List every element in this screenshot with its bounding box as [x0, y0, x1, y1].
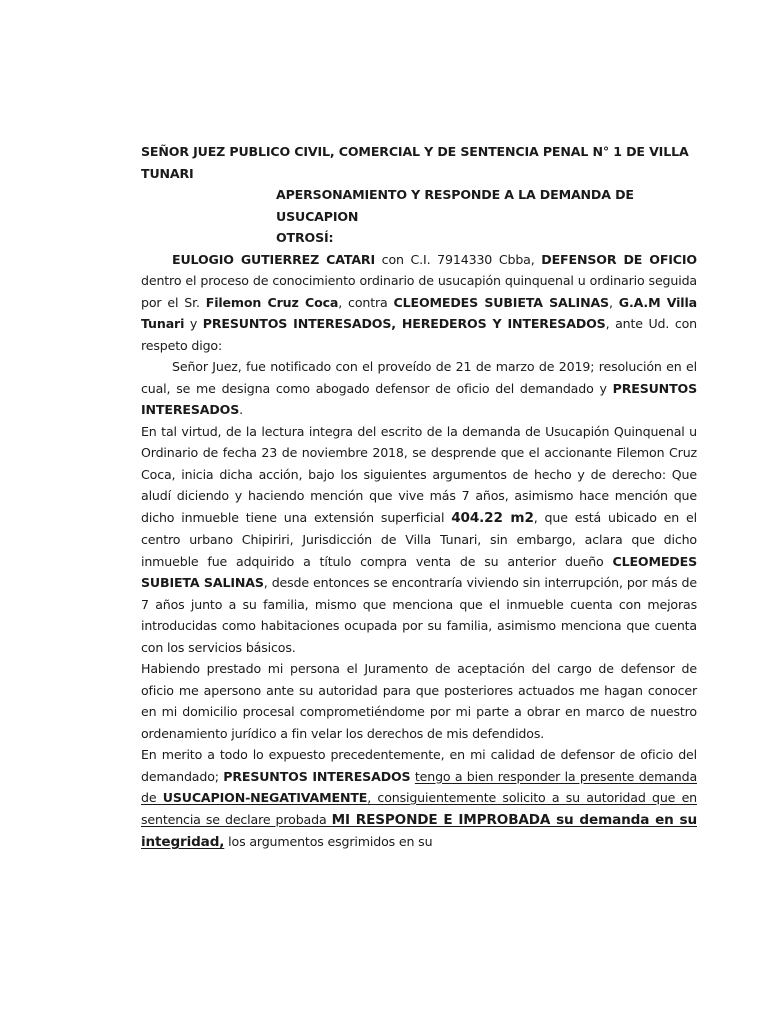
summary-text-2: , que está ubicado en el centro urbano Chipiriri, Jurisdicción de Villa Tunari, sin embargo, aclara que dicho inmueble fue adquirido a título compra venta de su anterior dueño — [141, 509, 697, 569]
defendant-1: CLEOMEDES SUBIETA SALINAS — [393, 294, 609, 310]
negative-response: USUCAPION-NEGATIVAMENTE — [162, 790, 368, 805]
defendant-3: PRESUNTOS INTERESADOS, HEREDEROS Y INTERESADOS — [202, 316, 606, 331]
otrosi-label: OTROSÍ: — [276, 230, 334, 245]
paragraph-response — [141, 744, 697, 854]
paragraph-demand-summary — [141, 421, 697, 659]
paragraph-oath: Habiendo prestado mi persona el Juramento de aceptación del cargo de defensor de oficio me apersono ante su autoridad para que posteriores actuados me hagan conocer en mi domicilio procesal comprometiéndome por mi parte a obrar en marco de nuestro ordenamiento jurídico a fin velar los derechos de mis defendidos. — [141, 661, 697, 741]
interested-parties-2: PRESUNTOS INTERESADOS — [223, 768, 411, 784]
paragraph-notification — [141, 356, 697, 421]
request-improbada: MI RESPONDE E IMPROBADA su demanda en su integridad, — [141, 811, 697, 850]
and-text: y — [184, 316, 203, 331]
response-text-1: En merito a todo lo expuesto precedentemente, en mi calidad de defensor de oficio del demandado; — [141, 747, 697, 784]
paragraph-apersonamiento — [141, 249, 697, 357]
previous-owner: CLEOMEDES SUBIETA SALINAS — [141, 553, 697, 590]
subject-line-1: APERSONAMIENTO Y RESPONDE A LA DEMANDA DE — [276, 187, 634, 202]
attorney-role: DEFENSOR DE OFICIO — [541, 251, 697, 267]
response-text-3: los argumentos esgrimidos en su — [224, 834, 433, 849]
court-heading: SEÑOR JUEZ PUBLICO CIVIL, COMERCIAL Y DE SENTENCIA PENAL N° 1 DE VILLA TUNARI — [141, 144, 689, 181]
document-body — [141, 141, 697, 854]
plaintiff-name: Filemon Cruz Coca — [205, 294, 339, 310]
notification-text: Señor Juez, fue notificado con el proveído de 21 de marzo de 2019; resolución en el cual, se me designa como abogado defensor de oficio del demandado y — [141, 359, 697, 396]
period-text: . — [239, 402, 243, 417]
process-text: dentro el proceso de conocimiento ordinario de usucapión quinquenal u ordinario seguida por el Sr. — [141, 273, 697, 310]
id-text: con C.I. 7914330 Cbba, — [375, 251, 542, 267]
response-bold-underlined-1 — [163, 790, 367, 805]
summary-text-3: , desde entonces se encontraría viviendo sin interrupción, por más de 7 años junto a su familia, mismo que menciona que el inmueble cuenta con mejoras introducidas como habitaciones ocupada por su familia, asimismo menciona que cuenta con los servicios básicos. — [141, 575, 697, 655]
subject-line-2: USUCAPION — [276, 208, 359, 224]
interested-parties: PRESUNTOS INTERESADOS — [141, 380, 697, 417]
defendant-2: G.A.M Villa Tunari — [141, 294, 697, 331]
comma-text: , — [608, 294, 619, 310]
closing-text: , ante Ud. con respeto digo: — [141, 316, 698, 353]
contra-text: , contra — [338, 294, 394, 310]
attorney-name: EULOGIO GUTIERREZ CATARI — [172, 251, 375, 267]
response-underlined-2: , consiguientemente solicito a su autoridad que en sentencia se declare probada — [141, 790, 698, 827]
response-underlined-1: tengo a bien responder la presente demanda de — [141, 768, 698, 805]
summary-text-1: En tal virtud, de la lectura integra del escrito de la demanda de Usucapión Quinquenal u Ordinario de fecha 23 de noviembre 2018, se desprende que el accionante Filemon Cruz Coca, inicia dicha acción, bajo los siguientes argumentos de hecho y de derecho: Que aludí diciendo y haciendo mención que vive más 7 años, asimismo hace mención que dicho inmueble tiene una extensión superficial — [141, 423, 697, 525]
surface-area: 404.22 m2 — [451, 509, 534, 526]
